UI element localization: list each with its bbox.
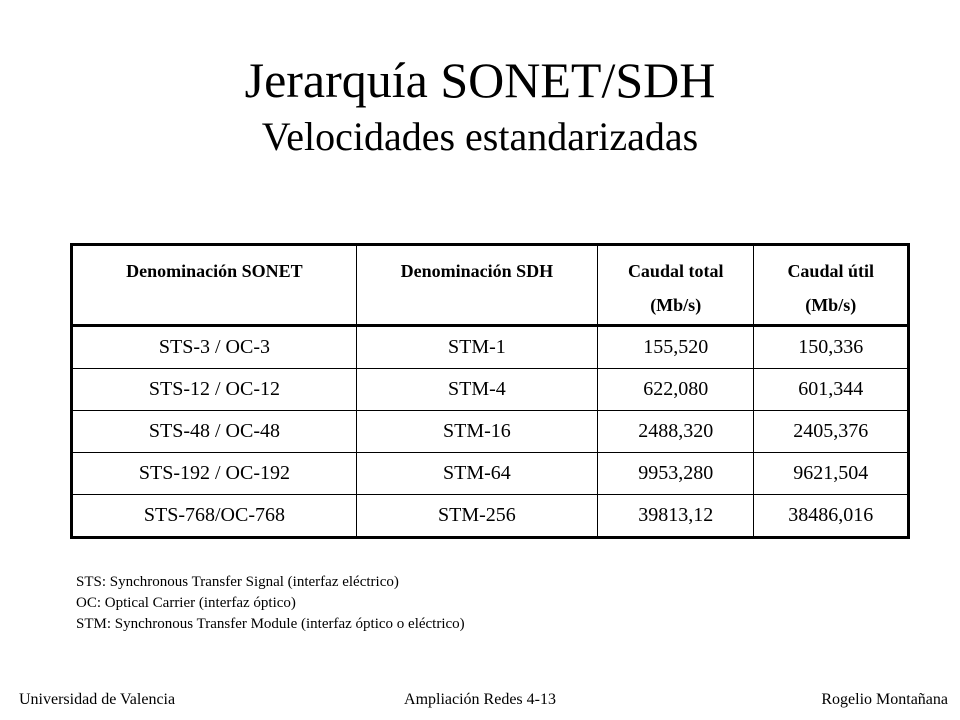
header-sonet-name bbox=[72, 245, 357, 326]
cell-sdh: STM-1 bbox=[356, 326, 597, 369]
table-header-row bbox=[72, 245, 909, 326]
header-label: Caudal útil bbox=[787, 261, 874, 281]
cell-sonet: STS-192 / OC-192 bbox=[72, 453, 357, 495]
cell-sdh: STM-256 bbox=[356, 495, 597, 538]
cell-useful-rate: 38486,016 bbox=[754, 495, 909, 538]
cell-sonet: STS-768/OC-768 bbox=[72, 495, 357, 538]
cell-sdh: STM-64 bbox=[356, 453, 597, 495]
cell-sonet: STS-3 / OC-3 bbox=[72, 326, 357, 369]
note-sts: STS: Synchronous Transfer Signal (interfaz eléctrico) bbox=[76, 574, 399, 590]
cell-sdh: STM-4 bbox=[356, 369, 597, 411]
header-total-throughput bbox=[597, 245, 753, 326]
header-label: Denominación SONET bbox=[126, 261, 303, 281]
header-label: Caudal total bbox=[627, 261, 724, 281]
note-oc: OC: Optical Carrier (interfaz óptico) bbox=[76, 595, 296, 611]
table-row bbox=[72, 495, 909, 538]
slide-subtitle: Velocidades estandarizadas bbox=[261, 114, 699, 159]
cell-total-rate: 39813,12 bbox=[597, 495, 753, 538]
cell-useful-rate: 9621,504 bbox=[754, 453, 909, 495]
cell-sonet: STS-12 / OC-12 bbox=[72, 369, 357, 411]
slide-title: Jerarquía SONET/SDH bbox=[244, 52, 716, 108]
header-unit: (Mb/s) bbox=[805, 295, 857, 315]
footer-slide-ref: Ampliación Redes 4-13 bbox=[404, 691, 556, 708]
note-stm: STM: Synchronous Transfer Module (interfaz óptico o eléctrico) bbox=[76, 616, 465, 632]
table-row bbox=[72, 411, 909, 453]
table-row bbox=[72, 369, 909, 411]
cell-useful-rate: 150,336 bbox=[754, 326, 909, 369]
sonet-sdh-rates-table bbox=[70, 243, 910, 539]
header-label: Denominación SDH bbox=[400, 261, 554, 281]
cell-useful-rate: 601,344 bbox=[754, 369, 909, 411]
cell-sdh: STM-16 bbox=[356, 411, 597, 453]
cell-total-rate: 9953,280 bbox=[597, 453, 753, 495]
footer-author: Rogelio Montañana bbox=[821, 691, 948, 708]
cell-total-rate: 2488,320 bbox=[597, 411, 753, 453]
table-row bbox=[72, 453, 909, 495]
cell-total-rate: 155,520 bbox=[597, 326, 753, 369]
cell-sonet: STS-48 / OC-48 bbox=[72, 411, 357, 453]
header-sdh-name bbox=[356, 245, 597, 326]
cell-total-rate: 622,080 bbox=[597, 369, 753, 411]
header-useful-throughput bbox=[754, 245, 909, 326]
footer-institution: Universidad de Valencia bbox=[19, 691, 176, 708]
table-row bbox=[72, 326, 909, 369]
header-unit: (Mb/s) bbox=[650, 295, 702, 315]
cell-useful-rate: 2405,376 bbox=[754, 411, 909, 453]
acronym-notes bbox=[76, 572, 465, 635]
